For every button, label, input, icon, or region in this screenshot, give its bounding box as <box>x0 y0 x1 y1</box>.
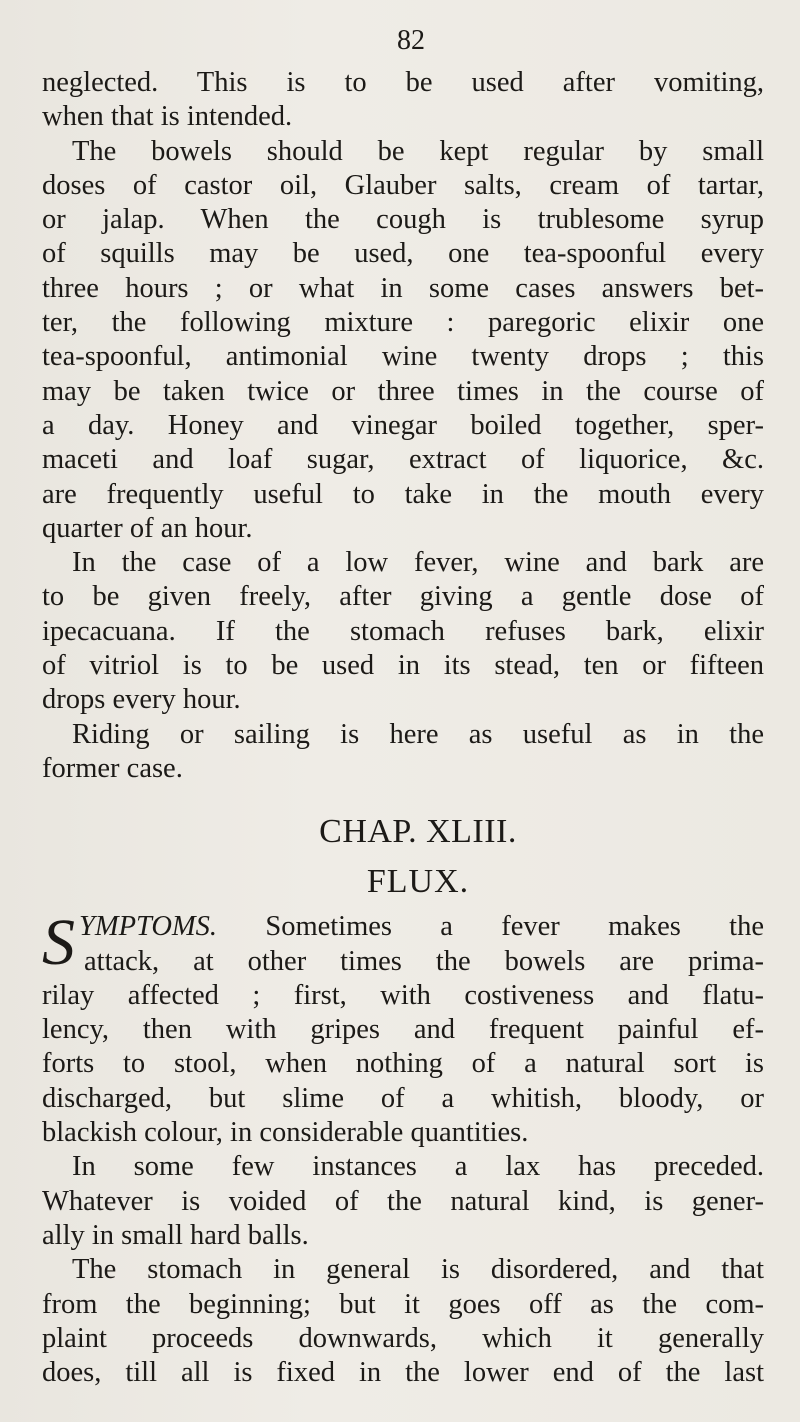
text-line: discharged, but slime of a whitish, bloody, or <box>42 1082 764 1114</box>
text-line: Riding or sailing is here as useful as in the <box>72 718 764 750</box>
text-line: does, till all is fixed in the lower end of the last <box>42 1357 764 1389</box>
chapter-title: FLUX. <box>366 863 470 901</box>
dropcap-paragraph-start <box>42 906 764 980</box>
text-line: The stomach in general is disordered, and that <box>72 1254 764 1286</box>
page-number: 82 <box>397 25 425 56</box>
text-line: three hours ; or what in some cases answers bet- <box>42 272 764 304</box>
text-line: are frequently useful to take in the mouth every <box>42 478 764 510</box>
text-line: plaint proceeds downwards, which it generally <box>42 1322 764 1354</box>
text-line: tea-spoonful, antimonial wine twenty drops ; this <box>42 341 764 373</box>
text-line <box>42 910 764 944</box>
drop-cap-letter: S <box>42 906 75 980</box>
text-line: attack, at other times the bowels are prima- <box>84 945 764 977</box>
text-line: doses of castor oil, Glauber salts, cream of tartar, <box>42 169 764 201</box>
text-line: quarter of an hour. <box>42 512 253 544</box>
text-line: may be taken twice or three times in the course of <box>42 375 764 407</box>
text-line: forts to stool, when nothing of a natural sort is <box>42 1048 764 1080</box>
text-line: maceti and loaf sugar, extract of liquorice, &c. <box>42 444 764 476</box>
text-line: rilay affected ; first, with costiveness and flatu- <box>42 979 764 1011</box>
text-line: or jalap. When the cough is trublesome syrup <box>42 204 764 236</box>
text-line: ipecacuana. If the stomach refuses bark, elixir <box>42 615 764 647</box>
text-line: In the case of a low fever, wine and bark are <box>72 547 764 579</box>
text-line: of vitriol is to be used in its stead, ten or fifteen <box>42 650 764 682</box>
text-line: neglected. This is to be used after vomiting, <box>42 67 764 98</box>
text-line: Whatever is voided of the natural kind, is gener- <box>42 1185 764 1217</box>
text-line: lency, then with gripes and frequent painful ef- <box>42 1014 764 1046</box>
first-line-rest: Sometimes a fever makes the <box>265 911 764 943</box>
first-word: YMPTOMS. <box>79 911 218 943</box>
text-line: ally in small hard balls. <box>42 1219 309 1251</box>
text-line: a day. Honey and vinegar boiled together, sper- <box>42 409 764 441</box>
text-line: to be given freely, after giving a gentle dose of <box>42 581 764 613</box>
text-line: when that is intended. <box>42 101 293 133</box>
body-text-before-chapter <box>42 66 764 786</box>
text-line: blackish colour, in considerable quantities. <box>42 1117 529 1149</box>
chapter-heading: CHAP. XLIII. <box>319 813 517 851</box>
body-text-after-chapter <box>42 979 764 1391</box>
text-line: from the beginning; but it goes off as the com- <box>42 1288 764 1320</box>
text-line: ter, the following mixture : paregoric elixir one <box>42 307 764 339</box>
text-line: of squills may be used, one tea-spoonful every <box>42 238 764 270</box>
text-line: The bowels should be kept regular by small <box>72 135 764 167</box>
text-line: In some few instances a lax has preceded. <box>72 1151 764 1183</box>
page-text <box>42 66 764 1390</box>
text-line: former case. <box>42 752 183 784</box>
text-line: drops every hour. <box>42 684 241 716</box>
